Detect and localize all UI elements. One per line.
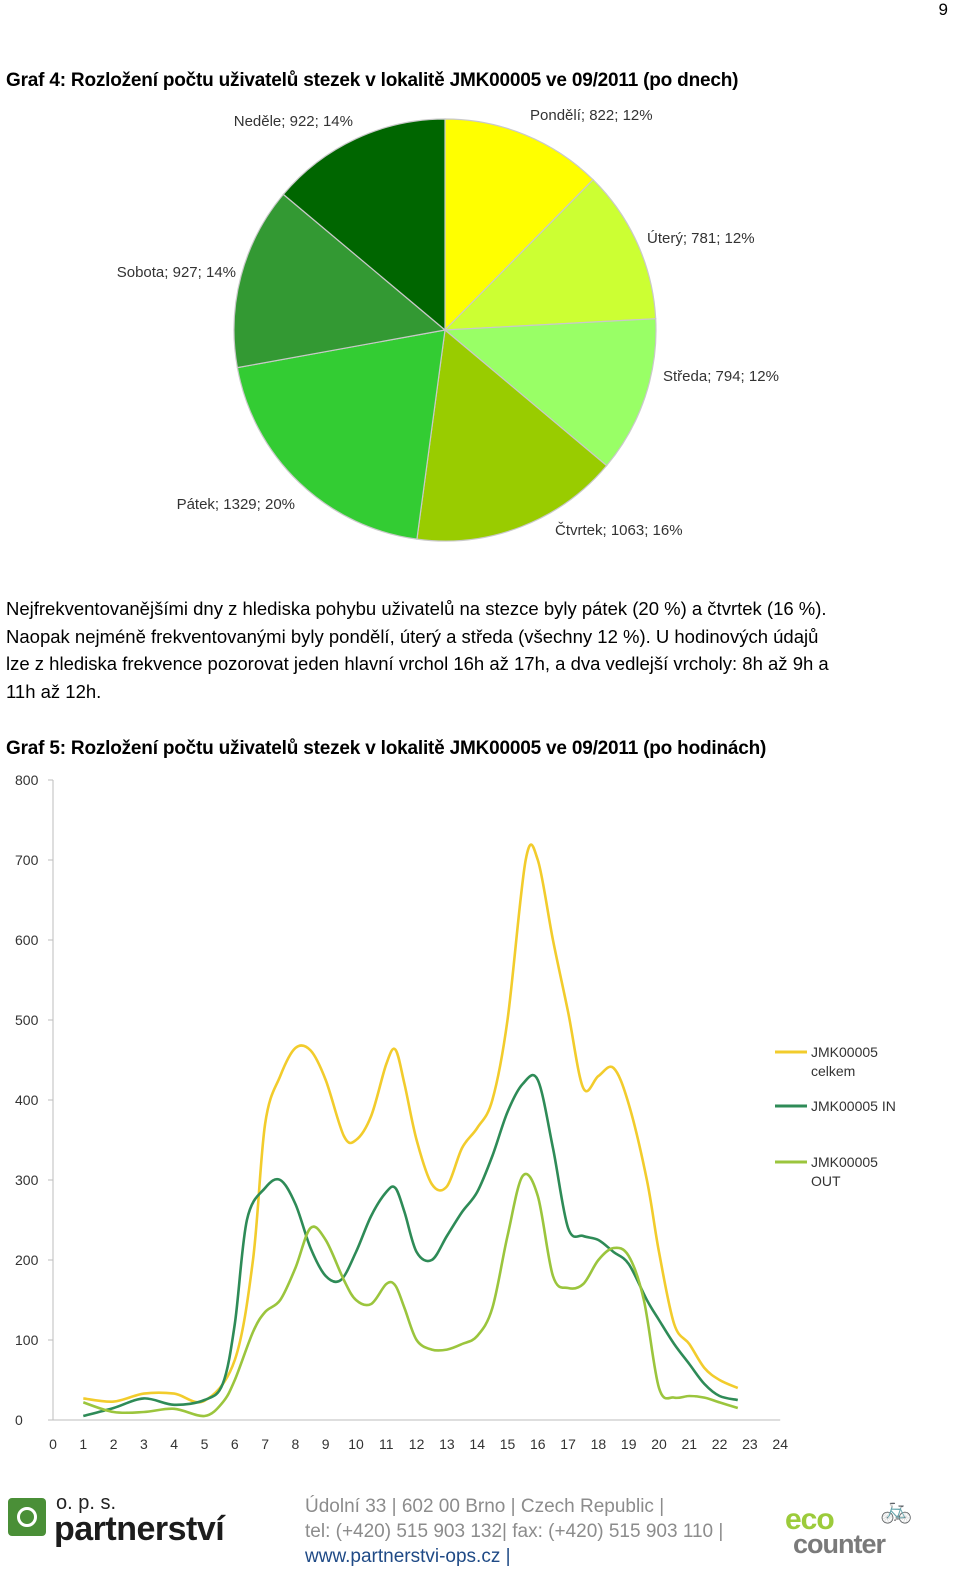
paragraph-line: Naopak nejméně frekventovanými byly pondělí, úterý a středa (všechny 12 %). U hodinových údajů — [6, 625, 819, 647]
x-tick-label: 17 — [560, 1436, 576, 1452]
pie-label-7: Neděle; 922; 14% — [233, 113, 353, 130]
pie-label-5: Pátek; 1329; 20% — [176, 496, 295, 513]
counter-word: counter — [793, 1529, 886, 1559]
pie-label-4: Čtvrtek; 1063; 16% — [555, 522, 683, 539]
x-tick-label: 8 — [291, 1436, 300, 1452]
x-tick-label: 1 — [79, 1436, 88, 1452]
legend-label-3: OUT — [811, 1173, 841, 1189]
eco-word: eco — [785, 1503, 834, 1536]
paragraph-line: Nejfrekventovanějšími dny z hlediska pohybu uživatelů na stezce byly pátek (20 %) a čtvrtek (16 %). — [6, 598, 827, 619]
pie-label-6: Sobota; 927; 14% — [116, 264, 236, 281]
x-tick-label: 20 — [651, 1436, 667, 1452]
y-tick-label: 400 — [15, 1092, 39, 1108]
line-chart — [0, 760, 960, 1470]
x-tick-label: 21 — [681, 1436, 698, 1452]
paragraph-line: 11h až 12h. — [6, 680, 102, 702]
legend-label-3: JMK00005 — [811, 1154, 878, 1170]
pie-label-1: Pondělí; 822; 12% — [530, 107, 653, 124]
legend-label-2: JMK00005 IN — [811, 1098, 896, 1114]
eco-counter-logo — [785, 1503, 886, 1559]
partnerstvi-logo-icon — [8, 1498, 46, 1536]
y-tick-label: 800 — [15, 772, 39, 788]
contact-block — [305, 1494, 723, 1569]
x-tick-label: 14 — [469, 1436, 485, 1452]
series-line-2 — [83, 1075, 737, 1416]
graph4-title: Graf 4: Rozložení počtu uživatelů stezek v lokalitě JMK00005 ve 09/2011 (po dnech) — [6, 70, 739, 91]
x-tick-label: 12 — [408, 1436, 425, 1452]
logo-name-text: partnerství — [54, 1510, 225, 1548]
address-line: Údolní 33 | 602 00 Brno | Czech Republic | — [305, 1496, 665, 1517]
pie-label-3: Středa; 794; 12% — [663, 368, 779, 385]
x-tick-label: 13 — [439, 1436, 455, 1452]
x-tick-label: 15 — [499, 1436, 516, 1452]
logo-ops-text: o. p. s. — [56, 1492, 117, 1514]
body-paragraph — [6, 595, 956, 705]
legend-label-1: celkem — [811, 1063, 856, 1079]
x-tick-label: 24 — [772, 1436, 788, 1452]
x-tick-label: 16 — [530, 1436, 546, 1452]
x-tick-label: 22 — [711, 1436, 728, 1452]
x-tick-label: 9 — [321, 1436, 330, 1452]
graph5-title: Graf 5: Rozložení počtu uživatelů stezek v lokalitě JMK00005 ve 09/2011 (po hodinách) — [6, 738, 767, 759]
pie-chart — [0, 95, 960, 565]
y-tick-label: 200 — [15, 1252, 39, 1268]
y-tick-label: 700 — [15, 852, 39, 868]
x-tick-label: 6 — [230, 1436, 239, 1452]
website-link[interactable]: www.partnerstvi-ops.cz | — [305, 1546, 511, 1567]
y-tick-label: 100 — [15, 1332, 39, 1348]
x-tick-label: 4 — [170, 1436, 179, 1452]
x-tick-label: 23 — [742, 1436, 758, 1452]
x-tick-label: 10 — [348, 1436, 364, 1452]
series-line-3 — [83, 1174, 737, 1416]
x-tick-label: 18 — [590, 1436, 607, 1452]
page-number: 9 — [938, 0, 948, 19]
x-tick-label: 19 — [620, 1436, 637, 1452]
footer — [0, 1490, 960, 1581]
x-tick-label: 0 — [49, 1436, 57, 1452]
y-tick-label: 0 — [15, 1412, 23, 1428]
x-tick-label: 2 — [109, 1436, 118, 1452]
y-tick-label: 500 — [15, 1012, 39, 1028]
cyclist-icon: 🚲 — [880, 1494, 913, 1524]
series-line-1 — [83, 845, 737, 1403]
paragraph-line: lze z hlediska frekvence pozorovat jeden hlavní vrchol 16h až 17h, a dva vedlejší vrcholy: 8h až 9h a — [6, 653, 829, 674]
phone-line: tel: (+420) 515 903 132| fax: (+420) 515 903 110 | — [305, 1521, 724, 1542]
x-tick-label: 7 — [261, 1436, 269, 1452]
y-tick-label: 300 — [15, 1172, 39, 1188]
legend-label-1: JMK00005 — [811, 1044, 878, 1060]
x-tick-label: 11 — [379, 1436, 394, 1452]
x-tick-label: 3 — [140, 1436, 148, 1452]
y-tick-label: 600 — [15, 932, 39, 948]
x-tick-label: 5 — [200, 1436, 209, 1452]
pie-label-2: Úterý; 781; 12% — [647, 230, 755, 247]
